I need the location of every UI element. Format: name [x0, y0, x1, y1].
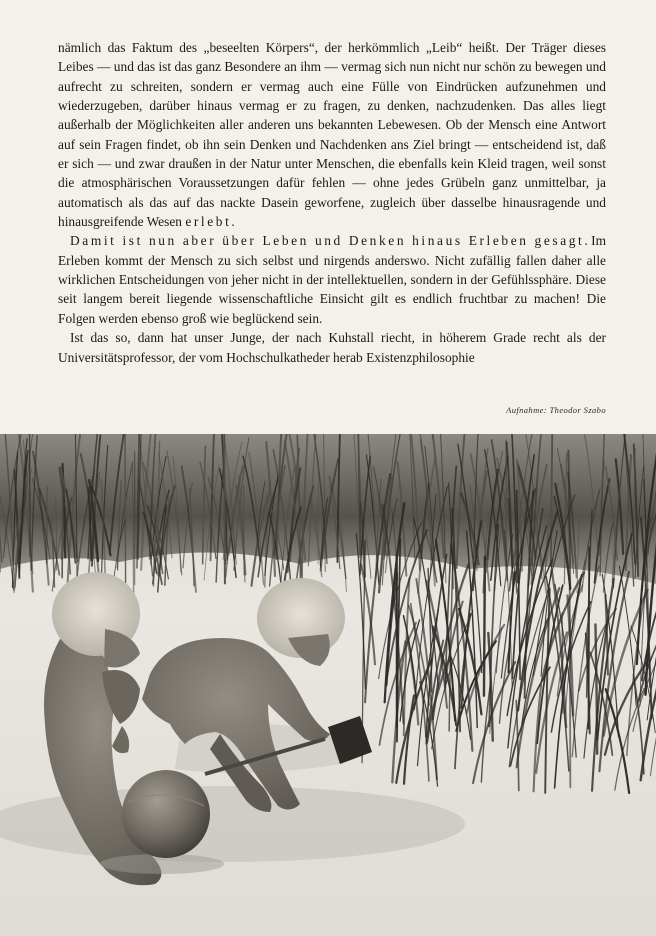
text-run: .: [231, 214, 235, 230]
grass-blade: [29, 434, 30, 557]
grass-blade: [224, 434, 225, 583]
paragraph: [58, 328, 606, 367]
text-run: . Im Erleben kommt der Mensch zu sich selbst und nirgends anderswo. Nicht zufällig fallen daher alle wirklichen Entscheidungen von jeher nicht in der intellektuellen, sondern in der Gefühlssphäre. Diese seit langem bereit liegende wissenschaftliche Einsicht gilt es endlich fruchtbar zu machen! Die Folgen werden ebenso groß wie beglückend sein.: [58, 233, 606, 326]
photograph: [0, 434, 656, 936]
text-run: nämlich das Faktum des „beseelten Körpers“, der herkömmlich „Leib“ heißt. Der Träger dieses Leibes — und das ist das ganz Besondere an ihm — vermag sich nun nicht nur schön zu bewegen und aufrecht zu schreiten, sondern er vermag auch eine Fülle von Eindrücken aufzunehmen und wiederzugeben, darüber hinaus vermag er zu fragen, zu denken, nachzudenken. Das alles liegt außerhalb der Möglichkeiten aller anderen uns bekannten Lebewesen. Ob der Mensch eine Antwort auf sein Fragen findet, ob ihn sein Denken und Nachdenken ans Ziel bringt — entscheidend ist, daß er sich — und zwar draußen in der Natur unter Menschen, die ebenfalls kein Kleid tragen, weil sonst die atmosphärischen Voraussetzungen dafür fehlen — ohne jedes Grübeln ganz unmittelbar, ja automatisch als das auf das nackte Dasein geworfene, zugleich über dasselbe hinausragende und hinausgreifende Wesen: [58, 40, 606, 230]
paragraph: [58, 231, 606, 328]
spaced-emphasis: erlebt: [185, 214, 232, 230]
text-run: Ist das so, dann hat unser Junge, der nach Kuhstall riecht, in höherem Grade recht als der Universitätsprofessor, der vom Hochschulkatheder herab Existenzphilosophie: [58, 330, 606, 365]
article-body: [58, 38, 606, 367]
photo-credit: Aufnahme: Theodor Szabo: [506, 405, 606, 415]
grass-blade: [570, 586, 571, 787]
spaced-emphasis: Damit ist nun aber über Leben und Denken hinaus Erleben gesagt: [70, 233, 585, 249]
grass-blade: [484, 557, 485, 696]
grass-blade: [125, 434, 126, 582]
paragraph: [58, 38, 606, 231]
